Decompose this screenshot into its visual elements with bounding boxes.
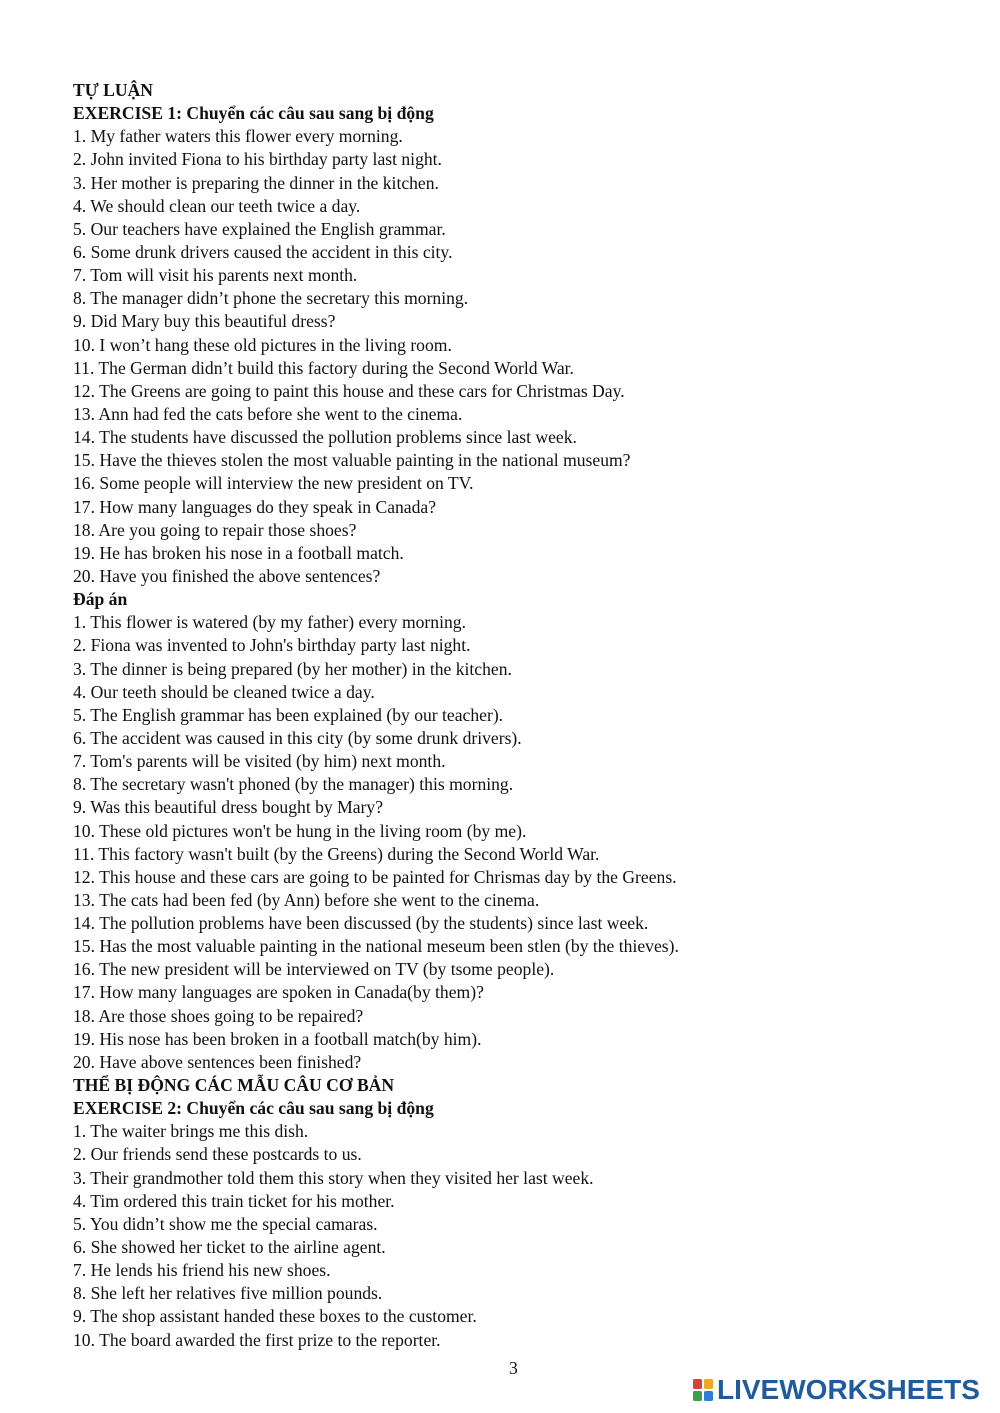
answer-item: 14. The pollution problems have been discussed (by the students) since last week. [73,913,649,934]
question-item: 17. How many languages do they speak in Canada? [73,496,437,517]
answer-item: 6. The accident was caused in this city (by some drunk drivers). [73,727,522,748]
answer-item: 9. Was this beautiful dress bought by Mary? [73,797,384,818]
answer-item: 4. Our teeth should be cleaned twice a day. [73,681,375,702]
answer-item: 19. His nose has been broken in a football match(by him). [73,1028,482,1049]
question-item: 7. He lends his friend his new shoes. [73,1260,331,1281]
question-item: 18. Are you going to repair those shoes? [73,519,357,540]
question-item: 3. Their grandmother told them this story when they visited her last week. [73,1167,594,1188]
answer-item: 7. Tom's parents will be visited (by him) next month. [73,751,446,772]
question-item: 9. Did Mary buy this beautiful dress? [73,311,336,332]
question-item: 4. Tim ordered this train ticket for his mother. [73,1190,395,1211]
answer-item: 11. This factory wasn't built (by the Greens) during the Second World War. [73,843,600,864]
answer-item: 16. The new president will be interviewed on TV (by tsome people). [73,959,555,980]
brand-wordmark: LIVEWORKSHEETS [717,1374,980,1405]
section-2-title: THỂ BỊ ĐỘNG CÁC MẪU CÂU CƠ BẢN [73,1075,395,1096]
exercise-2-heading: EXERCISE 2: Chuyển các câu sau sang bị động [73,1098,434,1119]
section-title: TỰ LUẬN [73,80,153,100]
worksheet-content [73,79,953,1352]
question-item: 8. The manager didn’t phone the secretary this morning. [73,288,469,309]
answer-item: 15. Has the most valuable painting in the national meseum been stlen (by the thieves). [73,936,679,957]
question-item: 10. I won’t hang these old pictures in the living room. [73,334,452,355]
question-item: 9. The shop assistant handed these boxes to the customer. [73,1306,477,1327]
question-item: 20. Have you finished the above sentences? [73,565,381,586]
question-item: 10. The board awarded the first prize to the reporter. [73,1329,441,1350]
question-item: 11. The German didn’t build this factory during the Second World War. [73,357,574,378]
question-item: 8. She left her relatives five million pounds. [73,1283,383,1304]
question-item: 6. She showed her ticket to the airline agent. [73,1237,386,1258]
answer-item: 13. The cats had been fed (by Ann) before she went to the cinema. [73,889,540,910]
exercise-1-heading: EXERCISE 1: Chuyển các câu sau sang bị động [73,103,434,124]
question-item: 1. My father waters this flower every morning. [73,126,403,147]
answer-heading: Đáp án [73,589,128,610]
question-item: 15. Have the thieves stolen the most valuable painting in the national museum? [73,450,631,471]
answer-item: 8. The secretary wasn't phoned (by the manager) this morning. [73,774,514,795]
answer-item: 3. The dinner is being prepared (by her mother) in the kitchen. [73,658,512,679]
question-item: 4. We should clean our teeth twice a day. [73,195,361,216]
answer-item: 2. Fiona was invented to John's birthday party last night. [73,635,471,656]
answer-item: 10. These old pictures won't be hung in the living room (by me). [73,820,527,841]
question-item: 12. The Greens are going to paint this house and these cars for Christmas Day. [73,380,625,401]
liveworksheets-brand[interactable] [692,1373,980,1407]
question-item: 5. Our teachers have explained the English grammar. [73,218,446,239]
question-item: 14. The students have discussed the pollution problems since last week. [73,427,577,448]
question-item: 13. Ann had fed the cats before she went to the cinema. [73,403,463,424]
question-item: 2. Our friends send these postcards to us. [73,1144,362,1165]
answer-item: 18. Are those shoes going to be repaired? [73,1005,364,1026]
question-item: 6. Some drunk drivers caused the accident in this city. [73,241,453,262]
exercise-1-questions [73,125,953,588]
answer-item: 17. How many languages are spoken in Canada(by them)? [73,982,484,1003]
exercise-1-answers [73,611,953,1074]
answer-item: 1. This flower is watered (by my father) every morning. [73,612,466,633]
answer-item: 12. This house and these cars are going to be painted for Chrismas day by the Greens. [73,866,677,887]
page-number: 3 [509,1358,518,1378]
question-item: 19. He has broken his nose in a football match. [73,542,404,563]
question-item: 7. Tom will visit his parents next month. [73,265,358,286]
question-item: 3. Her mother is preparing the dinner in the kitchen. [73,172,439,193]
question-item: 5. You didn’t show me the special camaras. [73,1213,378,1234]
question-item: 1. The waiter brings me this dish. [73,1121,309,1142]
question-item: 2. John invited Fiona to his birthday party last night. [73,149,442,170]
answer-item: 20. Have above sentences been finished? [73,1051,362,1072]
question-item: 16. Some people will interview the new president on TV. [73,473,474,494]
answer-item: 5. The English grammar has been explained (by our teacher). [73,704,504,725]
liveworksheets-logo-icon [692,1377,714,1403]
exercise-2-questions [73,1120,953,1351]
